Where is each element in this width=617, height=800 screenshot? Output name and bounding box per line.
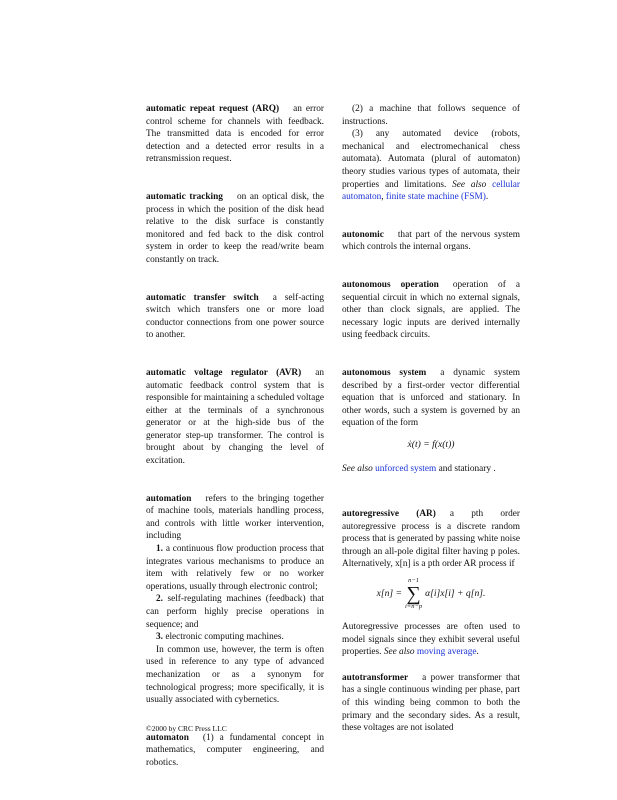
definition-automation: refers to the bringing together of machine tools, materials handling process, and controls with little worker intervention, including bbox=[146, 493, 324, 542]
definition-automaton: (1) a fundamental concept in mathematics, computer engineering, and robotics. bbox=[146, 732, 324, 768]
link-moving-average[interactable]: moving average bbox=[416, 647, 477, 658]
definition-autotransformer: a power transformer that has a single continuous winding per phase, part of this winding being common to both the primary and the secondary sides. As a result, these voltages are not isolated bbox=[342, 672, 520, 734]
automaton-sense-3: (3) any automated device (robots, mechanical and electromechanical chess automata). Automata (plural of automaton) theory studies various types of automata, their properties and limitations. See also cellular automaton, finite state machine (FSM). bbox=[342, 129, 520, 203]
entry-automaton bbox=[146, 732, 324, 770]
eq-lhs: x[n] = bbox=[376, 587, 402, 599]
definition-automatic-tracking: on an optical disk, the process in which the position of the disk head relative to the disk surface is constantly monitored and fed back to the disk control system in order to keep the read/write beam constantly on track. bbox=[146, 191, 324, 265]
equation-autonomous: ẋ(t) = f(x(t)) bbox=[407, 438, 455, 450]
link-cellular-automaton[interactable]: cellular automaton bbox=[342, 179, 520, 203]
list-item: 3. electronic computing machines. bbox=[156, 632, 284, 643]
term-automatic-transfer-switch: automatic transfer switch bbox=[146, 292, 259, 303]
definition-avr: an automatic feedback control system that is responsible for maintaining a scheduled voltage either at the terminals of a synchronous generator or at the high-side bus of the generator step-up transformer. The control is brought about by changing the level of excitation. bbox=[146, 367, 324, 467]
term-arq: automatic repeat request (ARQ) bbox=[146, 104, 280, 114]
term-avr: automatic voltage regulator (AVR) bbox=[146, 367, 302, 378]
definition-automatic-transfer-switch: a self-acting switch which transfers one or more load conductor connections from one power source to another. bbox=[146, 292, 325, 341]
definition-autonomic: that part of the nervous system which controls the internal organs. bbox=[342, 229, 520, 253]
entry-automatic-transfer-switch bbox=[146, 292, 324, 342]
term-autonomous-system: autonomous system bbox=[342, 367, 427, 378]
entry-automatic-tracking bbox=[146, 191, 324, 267]
entry-autonomous-operation bbox=[342, 279, 520, 342]
right-column bbox=[342, 103, 520, 760]
definition-autoregressive: a pth order autoregressive process is a discrete random process that is generated by passing white noise through an all-pole digital filter having p poles. Alternatively, x[n] is a pth order AR process if bbox=[342, 509, 520, 570]
entry-autonomous-system bbox=[342, 367, 520, 476]
term-automation: automation bbox=[146, 493, 192, 504]
entry-automaton-cont bbox=[342, 103, 520, 204]
entry-avr bbox=[146, 367, 324, 468]
sigma-symbol: n−1 ∑ i=n−p bbox=[405, 577, 423, 611]
automaton-sense-2: (2) a machine that follows sequence of instructions. bbox=[342, 104, 520, 127]
definition-arq: an error control scheme for channels with feedback. The transmitted data is encoded for error detection and a detected error results in a retransmission request. bbox=[146, 104, 324, 165]
list-item: 1. a continuous flow production process that integrates various mechanisms to produce an item with relatively few or no worker operations, usually through electronic control; bbox=[146, 544, 324, 592]
list-item: 2. self-regulating machines (feedback) that can perform highly precise operations in sequence; and bbox=[146, 594, 324, 630]
link-fsm[interactable]: finite state machine (FSM) bbox=[385, 192, 486, 203]
entry-automation bbox=[146, 493, 324, 707]
see-also-autonomous: See also unforced system and stationary . bbox=[342, 464, 496, 475]
entry-autonomic bbox=[342, 229, 520, 254]
definition-autonomous-operation: operation of a sequential circuit in which no external signals, other than clock signals, are applied. The necessary logic inputs are derived internally using feedback circuits. bbox=[342, 279, 520, 341]
term-autotransformer: autotransformer bbox=[342, 672, 409, 683]
equation-ar bbox=[342, 577, 520, 611]
entry-arq bbox=[146, 103, 324, 166]
term-automaton: automaton bbox=[146, 732, 189, 743]
left-column bbox=[146, 103, 324, 795]
copyright-footer: ©2000 by CRC Press LLC bbox=[146, 724, 227, 733]
entry-autoregressive bbox=[342, 508, 520, 659]
definition-autonomous-system: a dynamic system described by a first-order vector differential equation that is unforced and stationary. In other words, such a system is governed by an equation of the form bbox=[342, 367, 520, 429]
eq-rhs: α[i]x[i] + q[n]. bbox=[425, 587, 486, 599]
autoregressive-after: Autoregressive processes are often used to model signals since they exhibit several useful properties. See also moving average. bbox=[342, 622, 520, 658]
automation-paragraph: In common use, however, the term is often used in reference to any type of advanced mechanization or as a synonym for technological progress; more specifically, it is usually associated with cybernetics. bbox=[146, 644, 324, 706]
term-automatic-tracking: automatic tracking bbox=[146, 191, 223, 202]
term-autonomic: autonomic bbox=[342, 229, 384, 240]
link-unforced-system[interactable]: unforced system bbox=[375, 464, 437, 475]
entry-autotransformer bbox=[342, 672, 520, 735]
term-autoregressive: autoregressive (AR) bbox=[342, 509, 436, 520]
term-autonomous-operation: autonomous operation bbox=[342, 279, 439, 290]
